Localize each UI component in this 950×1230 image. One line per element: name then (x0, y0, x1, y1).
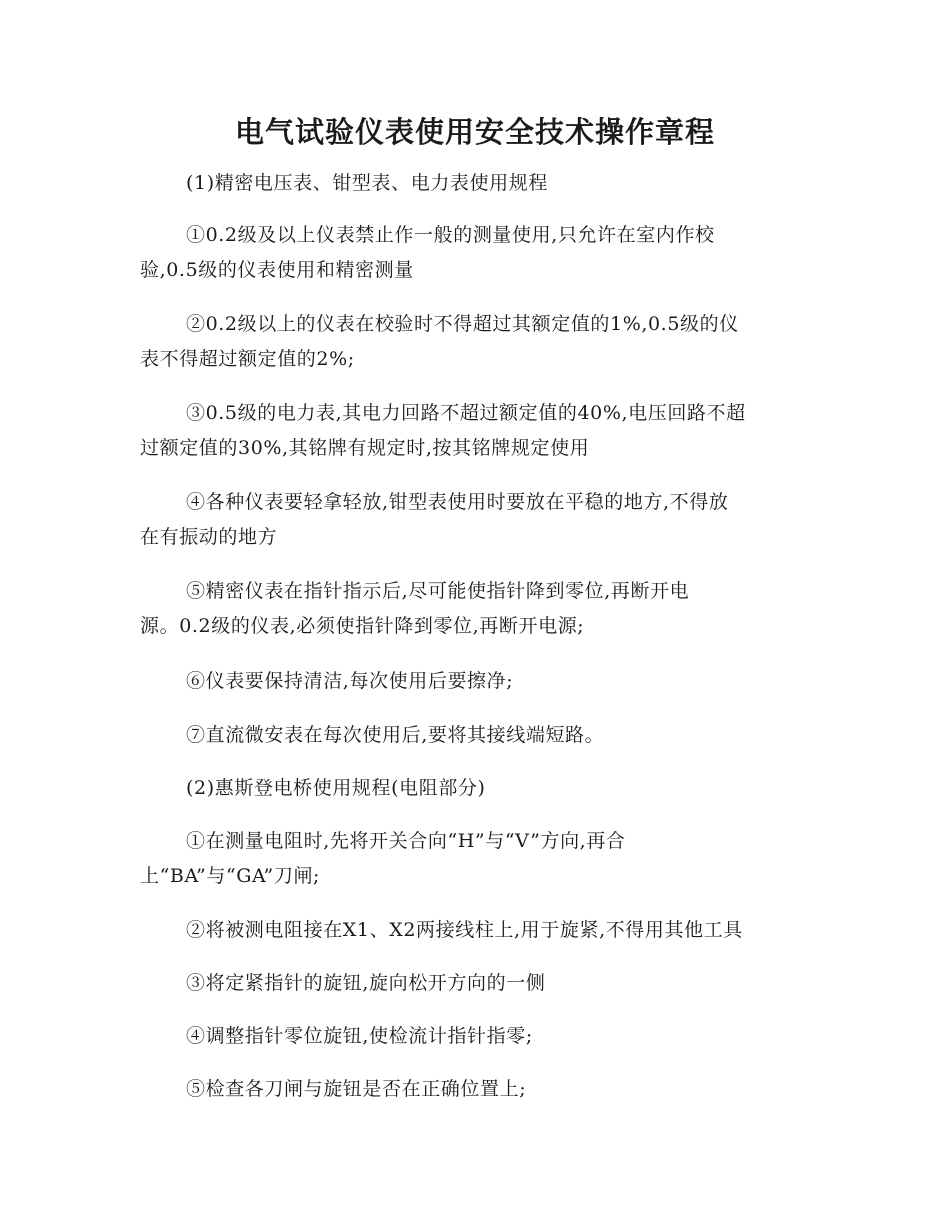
paragraph-item-4 (140, 485, 810, 555)
paragraph-item-7 (140, 718, 810, 753)
text-line: ⑤精密仪表在指针指示后,尽可能使指针降到零位,再断开电 (186, 580, 690, 602)
text-line: ③将定紧指针的旋钮,旋向松开方向的一侧 (186, 972, 546, 994)
text-line: ④调整指针零位旋钮,使检流计指针指零; (186, 1025, 533, 1047)
text-line: 验,0.5级的仪表使用和精密测量 (140, 259, 414, 281)
text-line: ②将被测电阻接在X1、X2两接线柱上,用于旋紧,不得用其他工具 (186, 919, 743, 941)
text-line: 过额定值的30%,其铭牌有规定时,按其铭牌规定使用 (140, 437, 590, 459)
text-line: ⑥仪表要保持清洁,每次使用后要擦净; (186, 670, 514, 692)
paragraph-item-6 (140, 664, 810, 699)
paragraph-item-10 (140, 966, 810, 1001)
text-line: ③0.5级的电力表,其电力回路不超过额定值的40%,电压回路不超 (186, 402, 746, 424)
text-line: ①0.2级及以上仪表禁止作一般的测量使用,只允许在室内作校 (186, 224, 715, 246)
paragraph-item-11 (140, 1019, 810, 1054)
paragraph-item-3 (140, 396, 810, 466)
text-line: ②0.2级以上的仪表在校验时不得超过其额定值的1%,0.5级的仪 (186, 313, 739, 335)
text-line: 在有振动的地方 (140, 526, 278, 548)
text-line: (2)惠斯登电桥使用规程(电阻部分) (186, 777, 486, 799)
text-line: 上“BA”与“GA”刀闸; (140, 865, 321, 887)
paragraph-item-2 (140, 307, 810, 377)
text-line: 源。0.2级的仪表,必须使指针降到零位,再断开电源; (140, 615, 585, 637)
document-title: 电气试验仪表使用安全技术操作章程 (234, 115, 715, 149)
text-line: ⑦直流微安表在每次使用后,要将其接线端短路。 (186, 724, 605, 746)
paragraph-item-1 (140, 218, 810, 288)
paragraph-item-12 (140, 1072, 810, 1107)
paragraph-item-9 (140, 913, 810, 948)
text-line: ①在测量电阻时,先将开关合向“H”与“V”方向,再合 (186, 830, 626, 852)
section-heading-1 (140, 166, 810, 201)
section-heading-2 (140, 771, 810, 806)
paragraph-item-5 (140, 574, 810, 644)
text-line: (1)精密电压表、钳型表、电力表使用规程 (186, 172, 548, 194)
text-line: ④各种仪表要轻拿轻放,钳型表使用时要放在平稳的地方,不得放 (186, 491, 729, 513)
text-line: ⑤检查各刀闸与旋钮是否在正确位置上; (186, 1078, 527, 1100)
text-line: 表不得超过额定值的2%; (140, 348, 355, 370)
paragraph-item-8 (140, 824, 810, 894)
